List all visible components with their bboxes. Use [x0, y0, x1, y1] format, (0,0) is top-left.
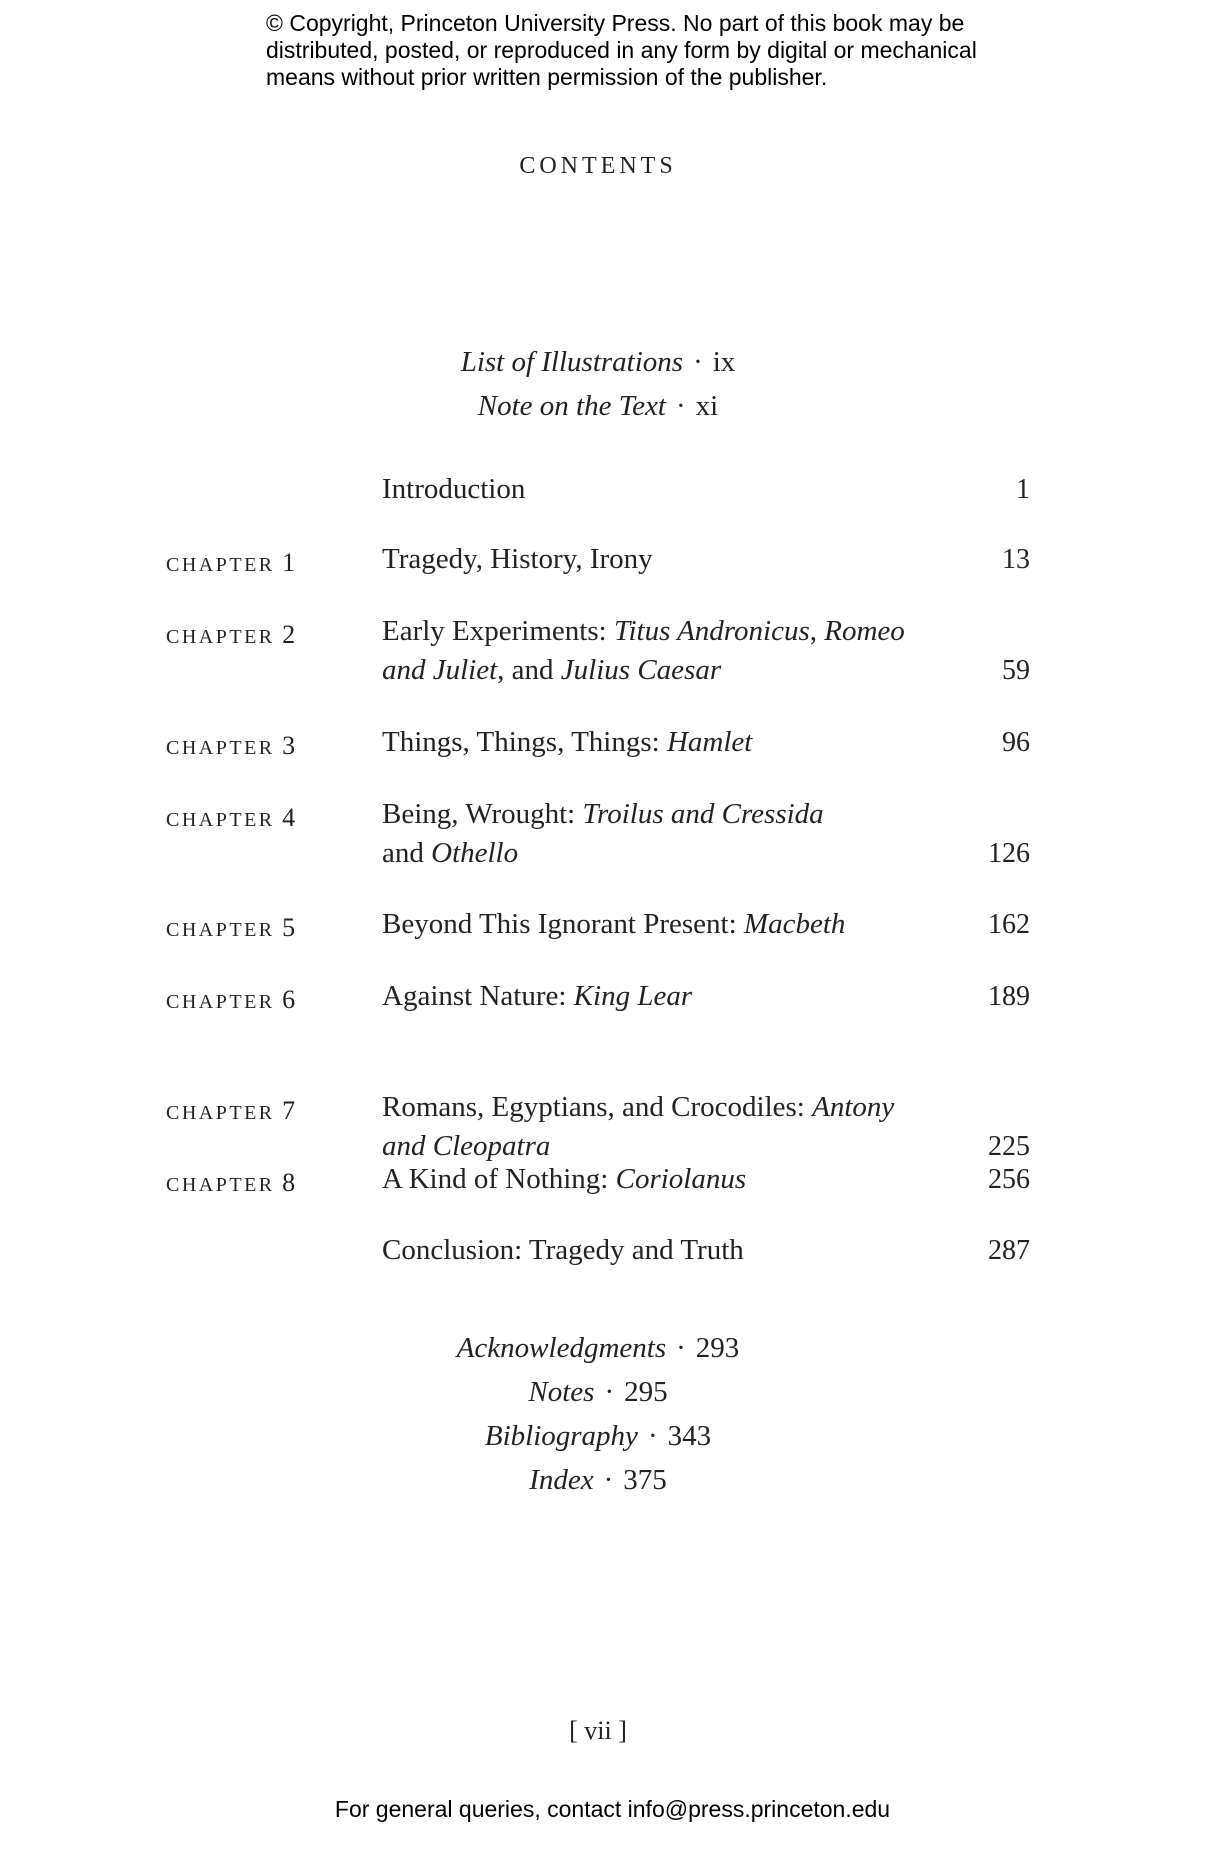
- chapter-number: 4: [282, 803, 296, 832]
- title-line: [382, 470, 942, 509]
- title-line: [382, 651, 942, 690]
- chapter-word: CHAPTER: [166, 1102, 283, 1124]
- back-matter-title: Index: [529, 1464, 594, 1496]
- title-text: Introduction: [382, 473, 526, 505]
- front-matter-item: [0, 340, 1196, 384]
- work-title: and Cleopatra: [382, 1130, 551, 1162]
- front-matter-item: [0, 384, 1196, 428]
- chapter-label: [166, 985, 295, 1015]
- copyright-line: distributed, posted, or reproduced in any form by digital or mechanical: [266, 37, 977, 63]
- chapter-word: CHAPTER: [166, 554, 283, 576]
- work-title: Titus Andronicus: [613, 615, 810, 647]
- chapter-number: 5: [282, 913, 296, 942]
- back-matter-title: Acknowledgments: [456, 1332, 667, 1364]
- work-title: Antony: [812, 1091, 895, 1123]
- work-title: Julius Caesar: [560, 654, 722, 686]
- back-matter-title: Bibliography: [484, 1420, 638, 1452]
- title-text: , and: [497, 654, 561, 686]
- toc-page-number: 126: [988, 838, 1030, 869]
- chapter-label: [166, 1096, 295, 1126]
- separator-dot: ·: [647, 1420, 658, 1452]
- toc-entry-title: [382, 795, 942, 873]
- separator-dot: ·: [675, 390, 686, 422]
- toc-entry-title: [382, 977, 942, 1016]
- work-title: Macbeth: [743, 908, 846, 940]
- title-line: [382, 795, 942, 834]
- chapter-word: CHAPTER: [166, 809, 283, 831]
- separator-dot: ·: [676, 1332, 686, 1364]
- work-title: Coriolanus: [615, 1163, 747, 1195]
- toc-entry-title: [382, 723, 942, 762]
- title-line: [382, 905, 942, 944]
- back-matter-item: [0, 1370, 1196, 1414]
- copyright-notice: [266, 10, 1026, 91]
- work-title: King Lear: [573, 980, 693, 1012]
- chapter-word: CHAPTER: [166, 991, 283, 1013]
- toc-page-number: 189: [988, 981, 1030, 1012]
- toc-entry-title: [382, 905, 942, 944]
- toc-page-number: 1: [1016, 474, 1030, 505]
- back-matter-page: 293: [695, 1332, 740, 1364]
- chapter-number: 3: [282, 731, 296, 760]
- work-title: Troilus and Cressida: [582, 798, 824, 830]
- title-text: and: [382, 837, 432, 869]
- title-line: [382, 1088, 942, 1127]
- chapter-number: 2: [282, 620, 296, 649]
- toc-entry-title: [382, 540, 942, 579]
- page-folio: [ vii ]: [569, 1716, 627, 1745]
- chapter-number: 7: [282, 1096, 296, 1125]
- chapter-label: [166, 913, 295, 943]
- front-matter-page: xi: [695, 390, 719, 422]
- title-text: Being, Wrought:: [382, 798, 583, 830]
- contents-heading: CONTENTS: [519, 153, 677, 179]
- toc-entry-title: [382, 1160, 942, 1199]
- toc-page-number: 287: [988, 1235, 1030, 1266]
- work-title: Hamlet: [666, 726, 753, 758]
- title-line: [382, 834, 942, 873]
- toc-entry-title: [382, 470, 942, 509]
- chapter-number: 1: [282, 548, 296, 577]
- chapter-word: CHAPTER: [166, 626, 283, 648]
- title-line: [382, 1231, 942, 1270]
- title-text: Romans, Egyptians, and Crocodiles:: [382, 1091, 813, 1123]
- back-matter-list: [0, 1326, 1196, 1502]
- title-text: ,: [809, 615, 825, 647]
- work-title: Romeo: [824, 615, 905, 647]
- copyright-line: means without prior written permission of the publisher.: [266, 64, 828, 90]
- title-text: Conclusion: Tragedy and Truth: [382, 1234, 744, 1266]
- copyright-line: © Copyright, Princeton University Press. No part of this book may be: [266, 10, 965, 36]
- work-title: Othello: [431, 837, 519, 869]
- separator-dot: ·: [693, 346, 703, 378]
- toc-page-number: 225: [988, 1131, 1030, 1162]
- title-text: Things, Things, Things:: [382, 726, 667, 758]
- chapter-label: [166, 548, 295, 578]
- front-matter-title: List of Illustrations: [460, 346, 684, 378]
- separator-dot: ·: [603, 1464, 614, 1496]
- title-line: [382, 1160, 942, 1199]
- toc-page-number: 96: [1002, 727, 1030, 758]
- back-matter-item: [0, 1326, 1196, 1370]
- title-text: Against Nature:: [382, 980, 574, 1012]
- front-matter-title: Note on the Text: [477, 390, 666, 422]
- back-matter-item: [0, 1414, 1196, 1458]
- title-text: Beyond This Ignorant Present:: [382, 908, 744, 940]
- back-matter-item: [0, 1458, 1196, 1502]
- chapter-word: CHAPTER: [166, 737, 283, 759]
- toc-page-number: 59: [1002, 655, 1030, 686]
- back-matter-page: 343: [667, 1420, 712, 1452]
- title-line: [382, 977, 942, 1016]
- chapter-word: CHAPTER: [166, 1174, 283, 1196]
- chapter-label: [166, 731, 295, 761]
- footer-contact: For general queries, contact info@press.princeton.edu: [334, 1796, 891, 1822]
- title-line: [382, 540, 942, 579]
- back-matter-title: Notes: [528, 1376, 595, 1408]
- toc-page-number: 13: [1002, 544, 1030, 575]
- toc-page-number: 256: [988, 1164, 1030, 1195]
- separator-dot: ·: [604, 1376, 615, 1408]
- toc-entry-title: [382, 1231, 942, 1270]
- back-matter-page: 295: [624, 1376, 668, 1408]
- title-line: [382, 723, 942, 762]
- toc-entry-title: [382, 1088, 942, 1166]
- title-line: [382, 612, 942, 651]
- title-text: A Kind of Nothing:: [382, 1163, 616, 1195]
- chapter-number: 6: [282, 985, 296, 1014]
- chapter-number: 8: [282, 1168, 296, 1197]
- title-text: Tragedy, History, Irony: [382, 543, 653, 575]
- chapter-label: [166, 620, 295, 650]
- toc-entry-title: [382, 612, 942, 690]
- front-matter-list: [0, 340, 1196, 428]
- chapter-label: [166, 1168, 295, 1198]
- chapter-word: CHAPTER: [166, 919, 283, 941]
- title-text: Early Experiments:: [382, 615, 614, 647]
- toc-page-number: 162: [988, 909, 1030, 940]
- chapter-label: [166, 803, 295, 833]
- front-matter-page: ix: [712, 346, 736, 378]
- back-matter-page: 375: [623, 1464, 667, 1496]
- work-title: and Juliet: [382, 654, 498, 686]
